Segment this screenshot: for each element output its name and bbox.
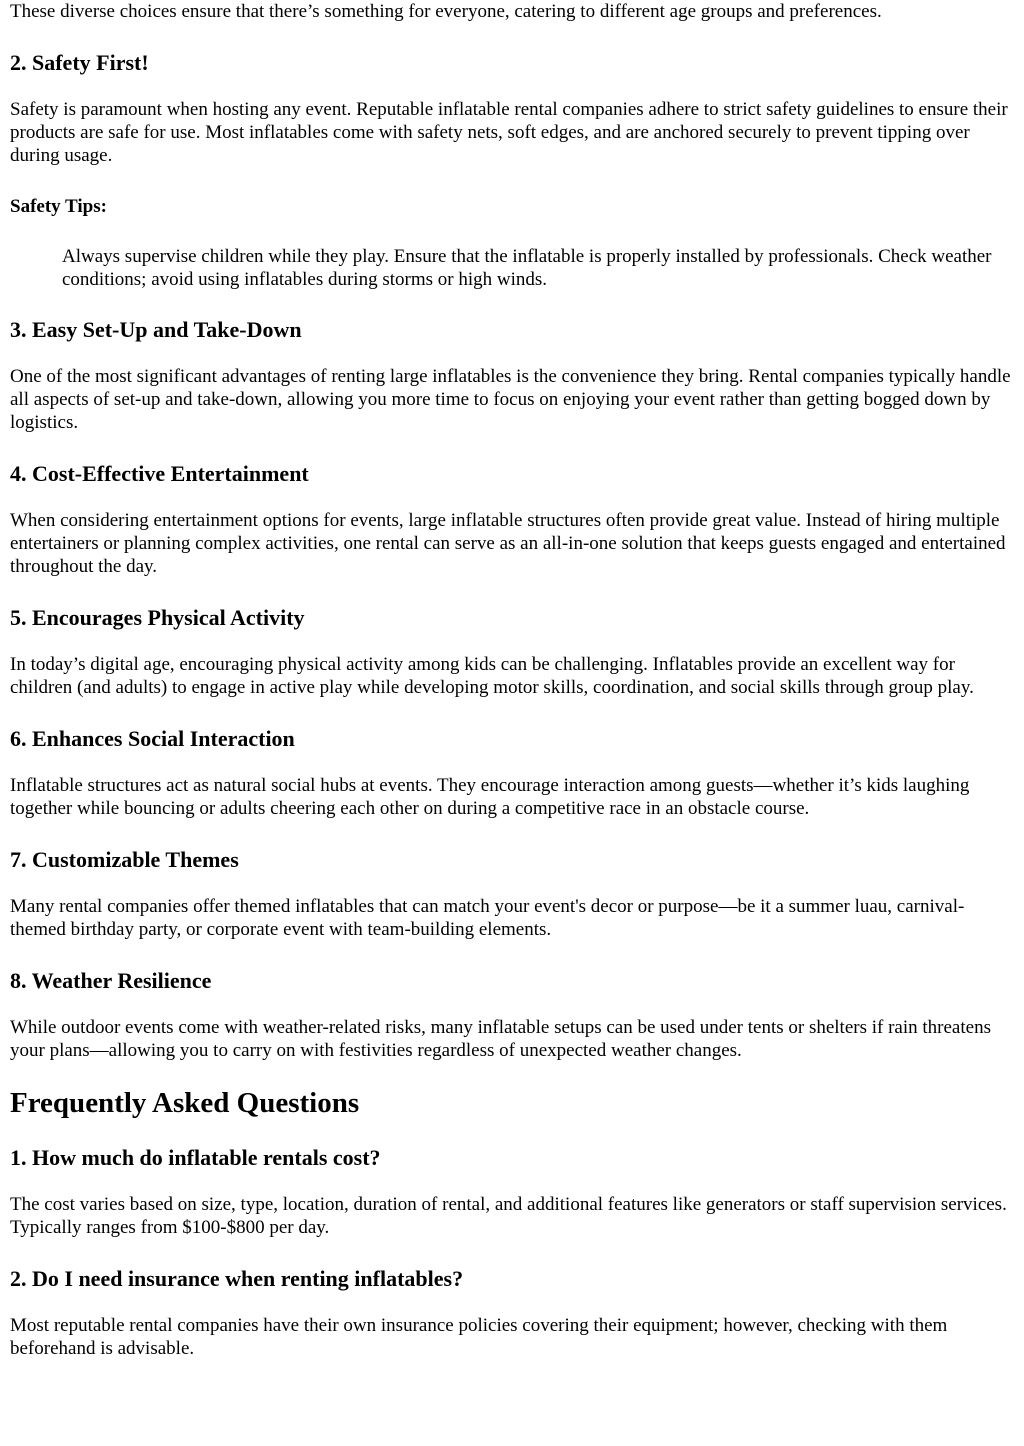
section-heading-cost: 4. Cost-Effective Entertainment xyxy=(10,461,309,486)
section-heading-social: 6. Enhances Social Interaction xyxy=(10,726,295,751)
section-body-weather: While outdoor events come with weather-related risks, many inflatable setups can be used under tents or shelters if rain threatens your plans—allowing you to carry on with festivities regardless of unexpected weather changes. xyxy=(10,1017,991,1061)
safety-tips-quote xyxy=(62,245,1014,291)
section-body-setup: One of the most significant advantages of renting large inflatables is the convenience they bring. Rental companies typically handle all aspects of set-up and take-down, allowing you more time to focus on enjoying your event rather than getting bogged down by logistics. xyxy=(10,366,1011,433)
faq-question-insurance: 2. Do I need insurance when renting inflatables? xyxy=(10,1266,464,1291)
section-body-activity: In today’s digital age, encouraging physical activity among kids can be challenging. Inflatables provide an excellent way for children (and adults) to engage in active play while developing motor skills, coordination, and social skills through group play. xyxy=(10,654,974,698)
faq-title: Frequently Asked Questions xyxy=(10,1087,360,1119)
section-heading-activity: 5. Encourages Physical Activity xyxy=(10,605,305,630)
section-body-themes: Many rental companies offer themed inflatables that can match your event's decor or purpose—be it a summer luau, carnival-themed birthday party, or corporate event with team-building elements. xyxy=(10,896,965,940)
faq-answer-cost: The cost varies based on size, type, location, duration of rental, and additional features like generators or staff supervision services. Typically ranges from $100-$800 per day. xyxy=(10,1194,1007,1238)
section-body-safety: Safety is paramount when hosting any event. Reputable inflatable rental companies adhere to strict safety guidelines to ensure their products are safe for use. Most inflatables come with safety nets, soft edges, and are anchored securely to prevent tipping over during usage. xyxy=(10,99,1008,166)
faq-answer-insurance: Most reputable rental companies have their own insurance policies covering their equipment; however, checking with them beforehand is advisable. xyxy=(10,1315,948,1359)
section-body-cost: When considering entertainment options for events, large inflatable structures often provide great value. Instead of hiring multiple entertainers or planning complex activities, one rental can serve as an all-in-one solution that keeps guests engaged and entertained throughout the day. xyxy=(10,510,1006,577)
section-heading-themes: 7. Customizable Themes xyxy=(10,847,239,872)
safety-tips-heading: Safety Tips: xyxy=(10,196,107,217)
safety-tips-text: Always supervise children while they play. Ensure that the inflatable is properly installed by professionals. Check weather conditions; avoid using inflatables during storms or high winds. xyxy=(62,246,992,290)
section-heading-safety: 2. Safety First! xyxy=(10,50,149,75)
intro-paragraph: These diverse choices ensure that there’s something for everyone, catering to different age groups and preferences. xyxy=(10,1,882,22)
section-heading-setup: 3. Easy Set-Up and Take-Down xyxy=(10,317,302,342)
faq-question-cost: 1. How much do inflatable rentals cost? xyxy=(10,1145,381,1170)
section-heading-weather: 8. Weather Resilience xyxy=(10,968,212,993)
section-body-social: Inflatable structures act as natural social hubs at events. They encourage interaction among guests—whether it’s kids laughing together while bouncing or adults cheering each other on during a competitive race in an obstacle course. xyxy=(10,775,970,819)
